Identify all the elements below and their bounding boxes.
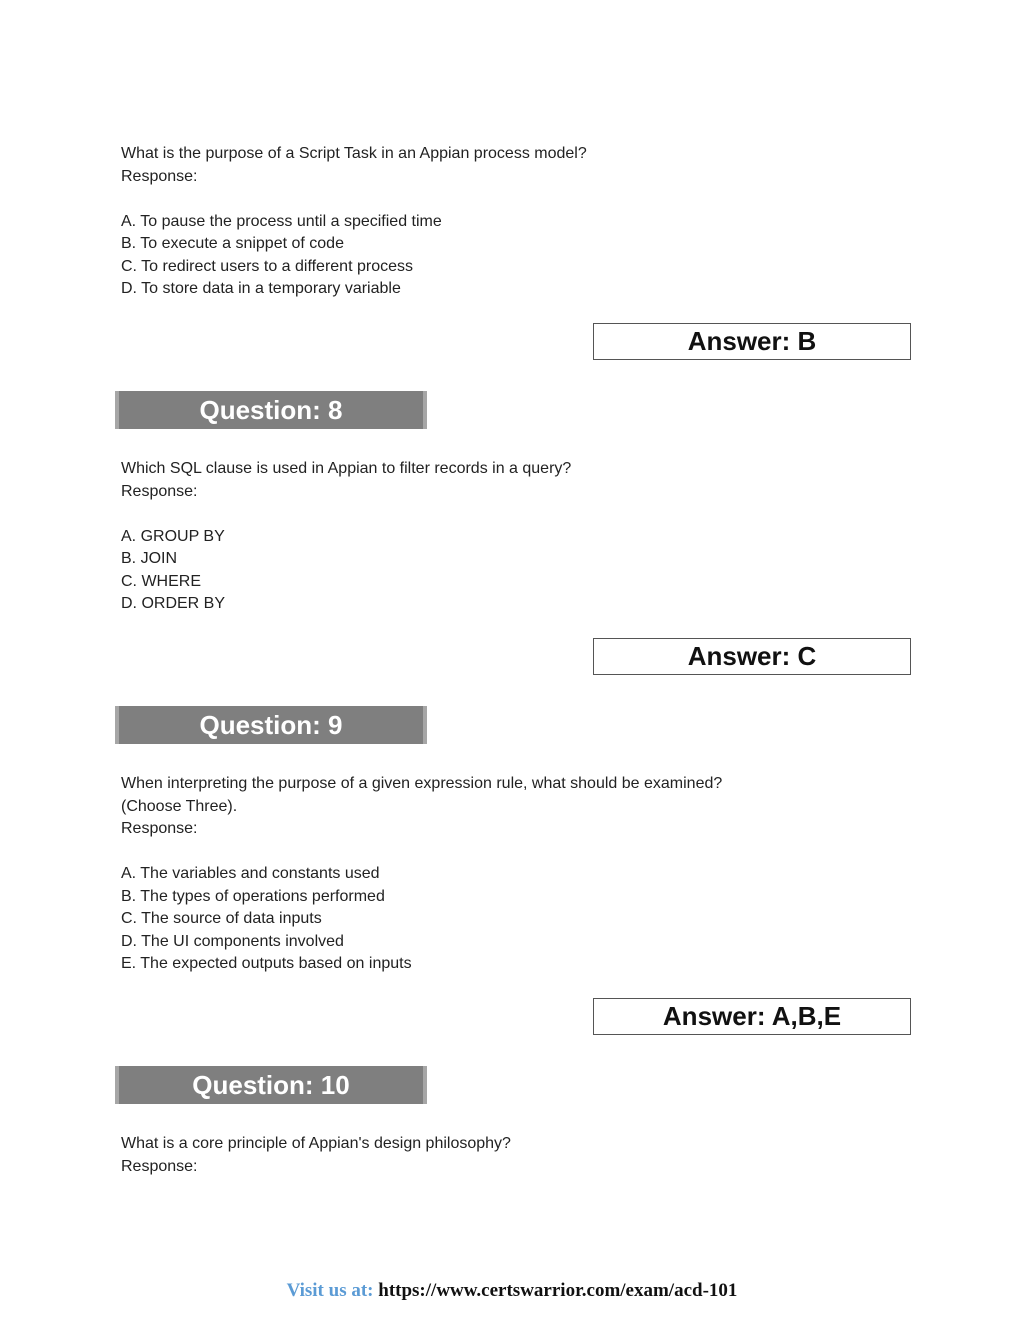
question-text-line: Which SQL clause is used in Appian to filter records in a query? xyxy=(121,460,572,477)
option-a: A. The variables and constants used xyxy=(121,865,380,882)
response-label: Response: xyxy=(121,820,198,837)
option-d: D. To store data in a temporary variable xyxy=(121,280,401,297)
response-label: Response: xyxy=(121,482,198,500)
option-e: E. The expected outputs based on inputs xyxy=(121,955,412,972)
question-9-heading: Question: 9 xyxy=(115,706,427,744)
answer-box-7: Answer: B xyxy=(593,323,911,360)
option-b: B. The types of operations performed xyxy=(121,887,385,905)
option-b: B. JOIN xyxy=(121,550,178,567)
page-footer xyxy=(0,1280,1024,1302)
option-c: C. To redirect users to a different process xyxy=(121,257,413,275)
question-8-heading: Question: 8 xyxy=(115,391,427,429)
option-b: B. To execute a snippet of code xyxy=(121,235,344,252)
option-c: C. The source of data inputs xyxy=(121,910,322,927)
footer-url-link[interactable]: https://www.certswarrior.com/exam/acd-101 xyxy=(378,1280,738,1301)
question-text-line: What is a core principle of Appian's design philosophy? xyxy=(121,1135,511,1152)
question-text-line: When interpreting the purpose of a given expression rule, what should be examined? xyxy=(121,775,723,792)
question-9-body xyxy=(121,773,881,976)
question-text-line: What is the purpose of a Script Task in an Appian process model? xyxy=(121,145,587,162)
question-10-heading: Question: 10 xyxy=(115,1066,427,1104)
question-text-line: (Choose Three). xyxy=(121,797,238,815)
question-8-body xyxy=(121,458,881,616)
response-label: Response: xyxy=(121,1157,198,1175)
answer-box-8: Answer: C xyxy=(593,638,911,675)
answer-box-9: Answer: A,B,E xyxy=(593,998,911,1035)
question-10-body xyxy=(121,1133,881,1178)
response-label: Response: xyxy=(121,167,198,185)
footer-visit-label: Visit us at: xyxy=(286,1280,374,1301)
question-7-body xyxy=(121,143,881,301)
option-d: D. ORDER BY xyxy=(121,595,226,612)
option-a: A. GROUP BY xyxy=(121,527,225,545)
option-c: C. WHERE xyxy=(121,572,201,590)
option-a: A. To pause the process until a specified time xyxy=(121,212,442,230)
option-d: D. The UI components involved xyxy=(121,932,344,950)
